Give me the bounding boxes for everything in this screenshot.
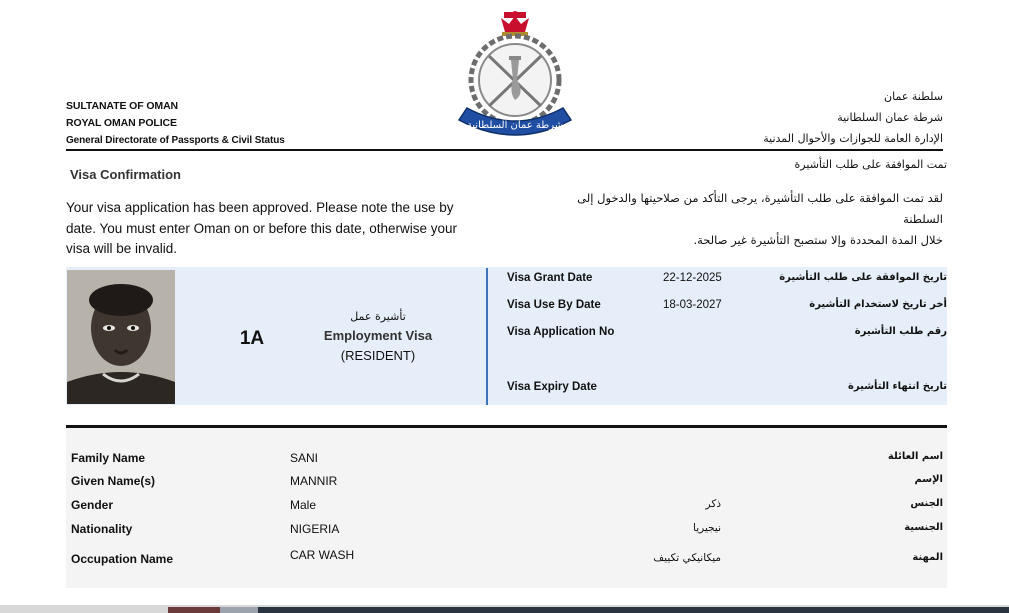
header-right: [683, 86, 943, 149]
family-name-value: SANI: [290, 451, 319, 465]
visa-application-no-label-ar: رقم طلب التأشيرة: [854, 326, 947, 337]
confirmation-message: Your visa application has been approved. Please note the use by date. You must enter Oman on or before this date, otherwise your visa will be invalid.: [66, 200, 457, 256]
visa-grant-date-value: 22-12-2025: [663, 272, 722, 284]
visa-expiry-date-label-ar: تاريخ انتهاء التأشيرة: [848, 381, 947, 392]
gender-value: Male: [290, 498, 317, 512]
visa-application-no-row: [507, 326, 947, 344]
confirmation-message-ar-line2: خلال المدة المحددة وإلا ستصبح التأشيرة غير صالحة.: [693, 233, 943, 247]
confirmation-message-ar: [563, 188, 943, 251]
confirmation-message-ar-line1: لقد تمت الموافقة على طلب التأشيرة، يرجى التأكد من صلاحيتها والدخول إلى السلطنة: [577, 191, 943, 226]
nationality-value-ar: نيجيريا: [693, 522, 721, 534]
occupation-label-ar: المهنة: [912, 552, 943, 563]
given-names-label: Given Name(s): [71, 474, 156, 488]
nationality-row: [71, 522, 947, 540]
given-names-row: [71, 474, 947, 492]
directorate-name: General Directorate of Passports & Civil Status: [66, 135, 285, 146]
gender-value-ar: ذكر: [705, 498, 721, 510]
given-names-value: MANNIR: [290, 474, 338, 488]
viewer-strip-segment: [168, 607, 220, 613]
occupation-value-ar: ميكانيكي تكييف: [653, 552, 721, 564]
visa-type-sub: (RESIDENT): [340, 348, 416, 363]
visa-band-divider: [486, 268, 488, 405]
visa-grant-date-label-ar: تاريخ الموافقة على طلب التأشيرة: [779, 272, 947, 283]
family-name-label-ar: اسم العائلة: [887, 451, 943, 462]
visa-grant-date-row: [507, 272, 947, 290]
visa-use-by-date-row: [507, 299, 947, 317]
gender-label-ar: الجنس: [910, 498, 943, 509]
occupation-label: Occupation Name: [71, 552, 174, 566]
police-name-ar: شرطة عمان السلطانية: [837, 111, 943, 124]
visa-use-by-date-label-ar: أخر تاريخ لاستخدام التأشيرة: [809, 299, 947, 310]
country-name: SULTANATE OF OMAN: [66, 100, 179, 112]
gender-label: Gender: [71, 498, 114, 512]
visa-expiry-date-row: [507, 381, 947, 399]
given-names-label-ar: الإسم: [914, 474, 943, 485]
visa-type: [308, 308, 448, 366]
visa-use-by-date-label: Visa Use By Date: [507, 299, 601, 311]
viewer-bottom-strip: [0, 605, 1009, 613]
confirmation-title: Visa Confirmation: [70, 167, 182, 182]
header-left: [66, 98, 326, 149]
visa-type-en: Employment Visa: [323, 328, 433, 343]
occupation-value: CAR WASH: [290, 548, 355, 562]
visa-expiry-date-label: Visa Expiry Date: [507, 381, 597, 393]
viewer-strip-segment: [220, 607, 258, 613]
viewer-strip-segment: [258, 607, 1009, 613]
visa-use-by-date-value: 18-03-2027: [663, 299, 722, 311]
emblem-icon: [455, 8, 575, 142]
police-name: ROYAL OMAN POLICE: [66, 117, 177, 129]
directorate-name-ar: الإدارة العامة للجوازات والأحوال المدنية: [763, 132, 943, 145]
nationality-label: Nationality: [71, 522, 133, 536]
country-name-ar: سلطنة عمان: [884, 90, 943, 103]
visa-type-ar: تأشيرة عمل: [350, 310, 406, 323]
occupation-row: [71, 548, 947, 566]
confirmation-title-ar: تمت الموافقة على طلب التأشيرة: [794, 158, 947, 171]
gender-row: [71, 498, 947, 516]
visa-code: 1A: [239, 328, 265, 349]
family-name-label: Family Name: [71, 451, 146, 465]
nationality-label-ar: الجنسية: [904, 522, 943, 533]
emblem-banner-text: شرطة عمان السلطانية: [466, 120, 564, 131]
header-divider: [66, 149, 943, 151]
visa-application-no-label: Visa Application No: [507, 326, 615, 338]
visa-grant-date-label: Visa Grant Date: [507, 272, 593, 284]
family-name-row: [71, 451, 947, 469]
nationality-value: NIGERIA: [290, 522, 340, 536]
applicant-photo: [67, 270, 175, 404]
